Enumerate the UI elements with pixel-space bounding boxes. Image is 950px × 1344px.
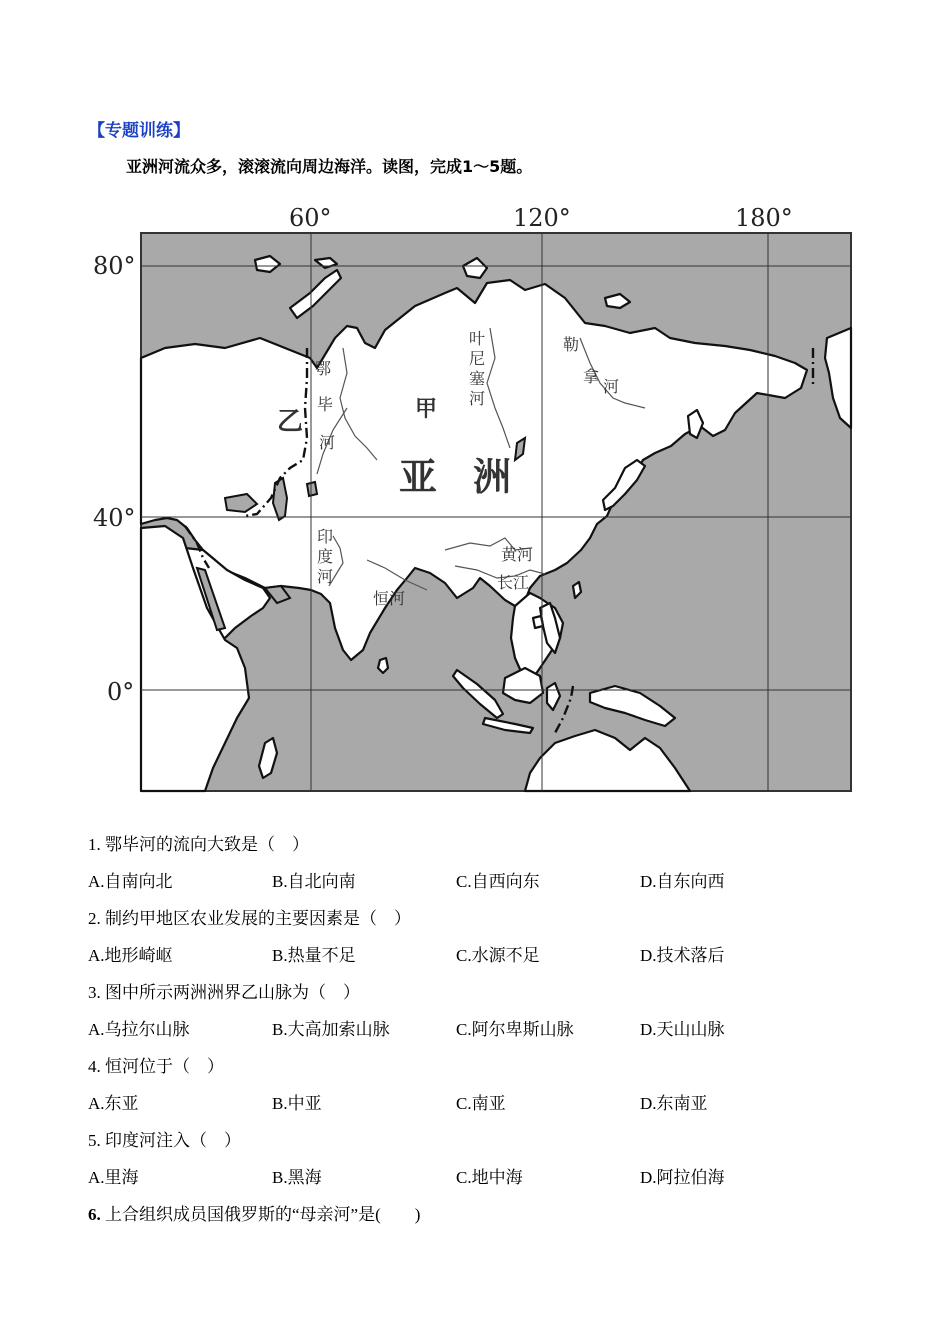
label-yenisei-4: 河 xyxy=(469,389,486,408)
label-lena-3: 河 xyxy=(603,377,620,396)
label-ob-3: 河 xyxy=(319,433,336,452)
q2-option-a: A.地形崎岖 xyxy=(88,946,173,965)
q1-option-b: B.自北向南 xyxy=(272,872,356,891)
label-asia-2: 洲 xyxy=(473,455,512,499)
q4-option-c: C.南亚 xyxy=(456,1094,506,1113)
q3-option-d: D.天山山脉 xyxy=(640,1020,725,1039)
aral-sea xyxy=(307,482,317,496)
question-2-text: 制约甲地区农业发展的主要因素是（ ） xyxy=(105,909,411,928)
lat-label-80: 80° xyxy=(93,252,136,280)
q1-option-a: A.自南向北 xyxy=(88,872,173,891)
q2-option-c: C.水源不足 xyxy=(456,946,540,965)
q1-option-d: D.自东向西 xyxy=(640,872,725,891)
label-jia: 甲 xyxy=(415,397,438,422)
question-1-number: 1. xyxy=(88,835,101,854)
question-6 xyxy=(88,1202,888,1239)
label-ob-2: 毕 xyxy=(317,395,334,414)
sri-lanka xyxy=(378,658,388,673)
question-4-number: 4. xyxy=(88,1057,101,1076)
label-indus-2: 度 xyxy=(317,547,334,566)
label-ganges: 恒河 xyxy=(373,589,406,608)
lon-label-60: 60° xyxy=(289,204,332,232)
q2-option-d: D.技术落后 xyxy=(640,946,725,965)
q4-option-d: D.东南亚 xyxy=(640,1094,708,1113)
lon-label-120: 120° xyxy=(513,204,571,232)
question-list xyxy=(88,832,888,1239)
lat-label-40: 40° xyxy=(93,504,136,532)
label-huanghe: 黄河 xyxy=(501,545,534,564)
label-indus-1: 印 xyxy=(317,527,334,546)
label-yi: 乙 xyxy=(277,407,304,437)
question-3-options xyxy=(88,1017,888,1054)
question-3-number: 3. xyxy=(88,983,101,1002)
q3-option-b: B.大高加索山脉 xyxy=(272,1020,390,1039)
q5-option-d: D.阿拉伯海 xyxy=(640,1168,725,1187)
label-lena-2: 拿 xyxy=(583,367,600,386)
question-2-options xyxy=(88,943,888,980)
q5-option-b: B.黑海 xyxy=(272,1168,322,1187)
question-1-text: 鄂毕河的流向大致是（ ） xyxy=(105,835,309,854)
q3-option-c: C.阿尔卑斯山脉 xyxy=(456,1020,574,1039)
q4-option-b: B.中亚 xyxy=(272,1094,322,1113)
question-5-number: 5. xyxy=(88,1131,101,1150)
q5-option-a: A.里海 xyxy=(88,1168,139,1187)
label-yenisei-3: 塞 xyxy=(469,369,486,388)
q2-option-b: B.热量不足 xyxy=(272,946,356,965)
question-1 xyxy=(88,832,888,869)
label-changjiang: 长江 xyxy=(497,573,530,592)
question-2 xyxy=(88,906,888,943)
question-5 xyxy=(88,1128,888,1165)
q1-option-c: C.自西向东 xyxy=(456,872,540,891)
question-1-options xyxy=(88,869,888,906)
section-title: 【专题训练】 xyxy=(88,121,190,141)
q3-option-a: A.乌拉尔山脉 xyxy=(88,1020,190,1039)
question-6-number: 6. xyxy=(88,1205,101,1224)
label-lena-1: 勒 xyxy=(563,335,580,354)
label-asia-1: 亚 xyxy=(399,455,438,499)
label-yenisei-1: 叶 xyxy=(469,329,486,348)
question-5-text: 印度河注入（ ） xyxy=(105,1131,241,1150)
question-4 xyxy=(88,1054,888,1091)
question-5-options xyxy=(88,1165,888,1202)
lon-label-180: 180° xyxy=(735,204,793,232)
question-4-options xyxy=(88,1091,888,1128)
question-4-text: 恒河位于（ ） xyxy=(105,1057,224,1076)
question-2-number: 2. xyxy=(88,909,101,928)
q5-option-c: C.地中海 xyxy=(456,1168,523,1187)
question-6-text: 上合组织成员国俄罗斯的“母亲河”是( ) xyxy=(105,1205,421,1224)
label-indus-3: 河 xyxy=(317,567,334,586)
question-3-text: 图中所示两洲洲界乙山脉为（ ） xyxy=(105,983,360,1002)
question-3 xyxy=(88,980,888,1017)
q4-option-a: A.东亚 xyxy=(88,1094,139,1113)
label-yenisei-2: 尼 xyxy=(469,349,486,368)
asia-river-map xyxy=(85,198,865,798)
intro-text: 亚洲河流众多，滚滚流向周边海洋。读图，完成1～5题。 xyxy=(126,157,533,176)
label-ob-1: 鄂 xyxy=(315,359,332,378)
lat-label-0: 0° xyxy=(107,678,135,706)
